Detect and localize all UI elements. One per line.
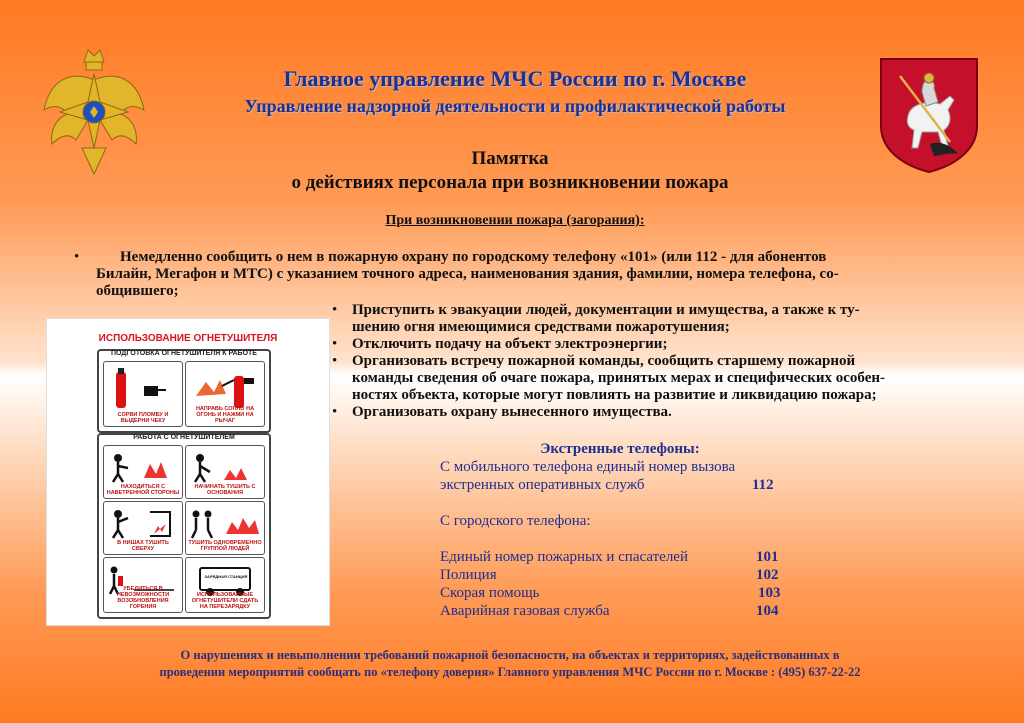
tile-base xyxy=(185,445,265,499)
bullet-dot: • xyxy=(332,353,338,369)
bullet-line: общившего; xyxy=(96,283,179,299)
actions-list xyxy=(332,302,952,421)
bullet-line: шению огня имеющимися средствами пожаротушения; xyxy=(352,319,730,335)
bullet-call-fire-service xyxy=(74,249,956,300)
tile-label: УБЕДИТЬСЯ В НЕВОЗМОЖНОСТИ ВОЗОБНОВЛЕНИЯ ГОРЕНИЯ xyxy=(116,586,170,610)
tile-label: ИСПОЛЬЗОВАННЫЕ ОГНЕТУШИТЕЛИ СДАТЬ НА ПЕРЕЗАРЯДКУ xyxy=(191,592,259,610)
tile-label: НАХОДИТЬСЯ С НАВЕТРЕННОЙ СТОРОНЫ xyxy=(106,484,180,496)
bullet-dot: • xyxy=(74,249,80,265)
emergency-phones xyxy=(440,440,800,620)
bullet-dot: • xyxy=(332,302,338,318)
bullet-dot: • xyxy=(332,404,338,420)
phone-name: Единый номер пожарных и спасателей xyxy=(440,549,688,565)
bullet-dot: • xyxy=(332,336,338,352)
bullet-line: ностях объекта, которые могут повлиять на развитие и ликвидацию пожара; xyxy=(352,387,877,403)
tile-aim-nozzle xyxy=(185,361,265,427)
phone-row xyxy=(440,602,800,620)
van-text: ЗАРЯДНАЯ СТАНЦИЯ xyxy=(204,574,248,579)
tile-label: В НИШАХ ТУШИТЬ СВЕРХУ xyxy=(117,540,169,552)
tile-niches xyxy=(103,501,183,555)
footer-line-2: проведении мероприятий сообщать по «телефону доверия» Главного управления МЧС России по г. Москве : (495) 637-22-22 xyxy=(159,665,861,679)
header-title: Главное управление МЧС России по г. Москве xyxy=(283,66,747,91)
phone-number: 101 xyxy=(756,549,779,565)
mobile-line-1: С мобильного телефона единый номер вызова xyxy=(440,459,736,475)
poster-title: ИСПОЛЬЗОВАНИЕ ОГНЕТУШИТЕЛЯ xyxy=(98,333,278,344)
list-item xyxy=(332,302,952,336)
bullet-line: Билайн, Мегафон и МТС) с указанием точного адреса, наименования здания, фамилии, номера телефона, со- xyxy=(96,266,839,282)
extinguisher-poster xyxy=(46,318,330,626)
prep-section xyxy=(97,349,271,433)
tile-label: НАПРАВЬ СОПЛО НА ОГОНЬ И НАЖМИ НА РЫЧАГ xyxy=(195,406,255,424)
tile-windward xyxy=(103,445,183,499)
moscow-coat-of-arms xyxy=(878,56,980,174)
tile-recharge xyxy=(185,557,265,613)
tile-label: СОРВИ ПЛОМБУ И ВЫДЕРНИ ЧЕКУ xyxy=(117,412,169,424)
prep-caption: ПОДГОТОВКА ОГНЕТУШИТЕЛЯ К РАБОТЕ xyxy=(111,350,257,357)
person-extinguishing-icon xyxy=(104,450,182,486)
person-extinguishing-icon xyxy=(186,450,264,486)
tile-group xyxy=(185,501,265,555)
bullet-line: Организовать охрану вынесенного имущества. xyxy=(352,404,672,420)
list-item xyxy=(332,336,952,353)
phone-number: 102 xyxy=(756,567,779,583)
memo-subtitle: о действиях персонала при возникновении пожара xyxy=(291,172,729,193)
work-caption: РАБОТА С ОГНЕТУШИТЕЛЕМ xyxy=(133,434,235,441)
bullet-line: Отключить подачу на объект электроэнергии; xyxy=(352,336,668,352)
list-item xyxy=(332,353,952,404)
list-item xyxy=(332,404,952,421)
mobile-number: 112 xyxy=(752,477,774,493)
tile-pull-pin xyxy=(103,361,183,427)
phone-name: Аварийная газовая служба xyxy=(440,603,610,619)
mobile-row xyxy=(440,476,800,494)
phone-number: 103 xyxy=(758,585,781,601)
phone-row xyxy=(440,584,800,602)
group-extinguishing-icon xyxy=(186,506,264,542)
phones-title: Экстренные телефоны: xyxy=(540,441,700,457)
mobile-line-2: экстренных оперативных служб xyxy=(440,477,645,493)
phone-row xyxy=(440,566,800,584)
tile-label: ТУШИТЬ ОДНОВРЕМЕННО ГРУППОЙ ЛЮДЕЙ xyxy=(188,540,262,552)
phone-name: Скорая помощь xyxy=(440,585,540,601)
phone-row xyxy=(440,548,800,566)
footer-line-1: О нарушениях и невыполнении требований пожарной безопасности, на объектах и территориях, задействованных в xyxy=(180,648,840,662)
phone-number: 104 xyxy=(756,603,779,619)
work-section xyxy=(97,433,271,619)
extinguisher-icon xyxy=(104,366,182,416)
tile-verify xyxy=(103,557,183,613)
bullet-line: Приступить к эвакуации людей, документации и имущества, а также к ту- xyxy=(352,302,860,318)
header-subtitle: Управление надзорной деятельности и профилактической работы xyxy=(244,96,786,116)
phone-name: Полиция xyxy=(440,567,497,583)
tile-label: НАЧИНАТЬ ТУШИТЬ С ОСНОВАНИЯ xyxy=(194,484,256,496)
emercom-emblem xyxy=(40,40,148,178)
memo-title: Памятка xyxy=(471,148,549,169)
person-extinguishing-icon xyxy=(104,506,182,542)
bullet-line: команды сведения об очаге пожара, принятых мерах и специфических особен- xyxy=(352,370,885,386)
bullet-line: Организовать встречу пожарной команды, сообщить старшему пожарной xyxy=(352,353,856,369)
city-label: С городского телефона: xyxy=(440,513,591,529)
section-title: При возникновении пожара (загорания): xyxy=(385,213,645,228)
bullet-line: Немедленно сообщить о нем в пожарную охрану по городскому телефону «101» (или 112 - для абонентов xyxy=(120,249,827,265)
